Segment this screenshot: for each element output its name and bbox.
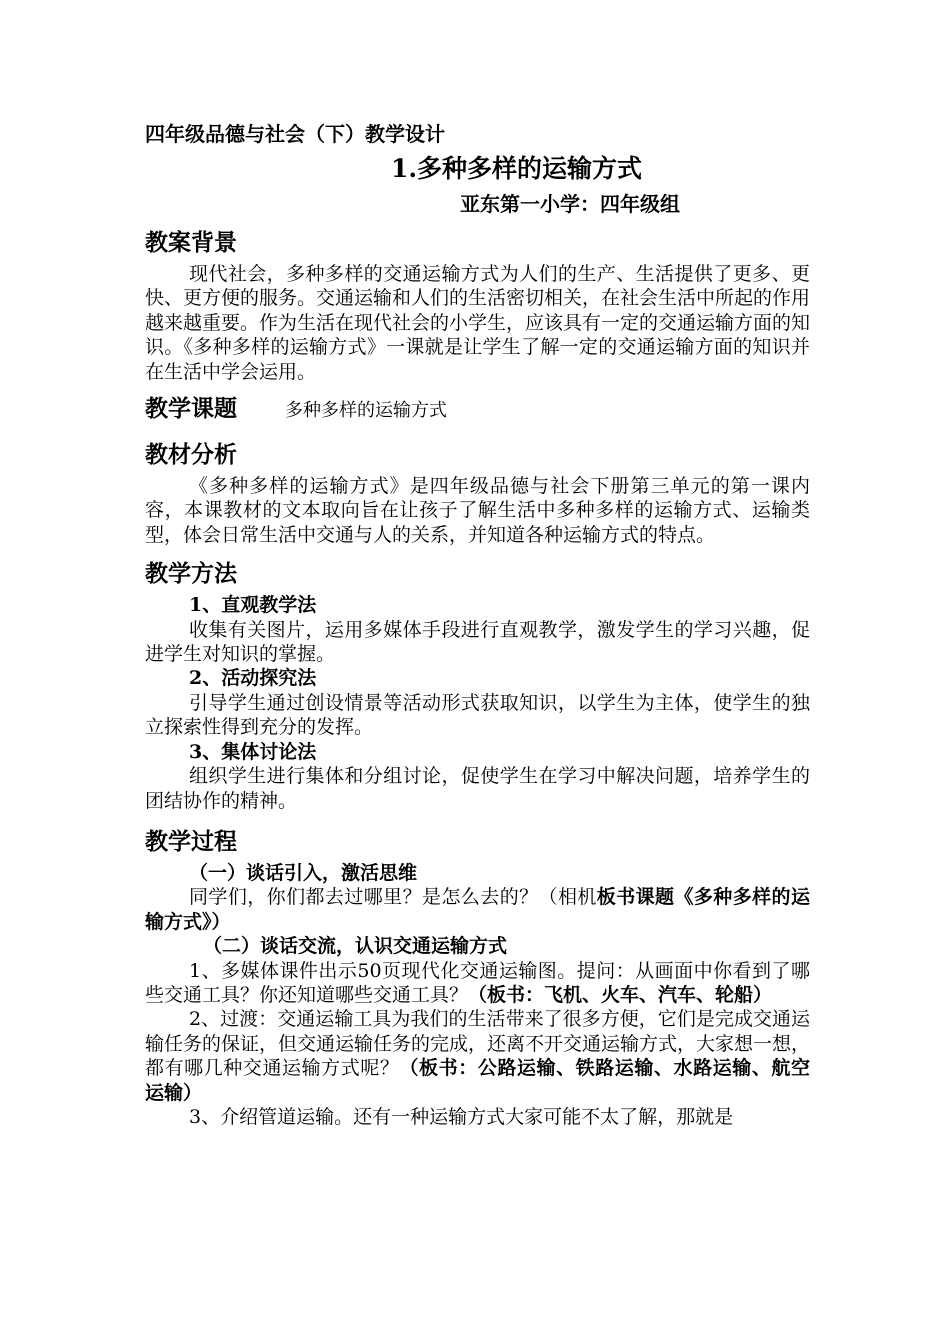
document-author: 亚东第一小学：四年级组	[460, 192, 680, 216]
process-step2-paragraph	[145, 1007, 810, 1105]
process-part1-board-note: 板书课题《多种多样的运输方式》）	[145, 886, 810, 933]
analysis-paragraph: 《多种多样的运输方式》是四年级品德与社会下册第三单元的第一课内容，本课教材的文本取向旨在让孩子了解生活中多种多样的运输方式、运输类型，体会日常生活中交通与人的关系，并知道各种运输方式的特点。	[145, 475, 810, 546]
method-description: 引导学生通过创设情景等活动形式获取知识，以学生为主体，使学生的独立探索性得到充分的发挥。	[145, 691, 810, 739]
section-heading-topic	[145, 392, 810, 428]
process-step2-board-note: （板书：公路运输、铁路运输、水路运输、航空运输）	[145, 1057, 810, 1104]
document-page	[145, 118, 810, 1129]
method-title: 3、集体讨论法	[189, 740, 317, 763]
topic-value: 多种多样的运输方式	[285, 400, 447, 422]
section-heading-background: 教案背景	[145, 229, 237, 256]
section-heading-analysis: 教材分析	[145, 441, 237, 469]
background-paragraph: 现代社会，多种多样的交通运输方式为人们的生产、生活提供了更多、更快、更方便的服务。交通运输和人们的生活密切相关，在社会生活中所起的作用越来越重要。作为生活在现代社会的小学生，应该具有一定的交通运输方面的知识。《多种多样的运输方式》一课就是让学生了解一定的交通运输方面的知识并在生活中学会运用。	[145, 263, 811, 383]
method-title: 2、活动探究法	[189, 667, 317, 690]
method-title: 1、直观教学法	[189, 594, 317, 617]
process-part1-paragraph	[145, 885, 810, 934]
topic-label: 教学课题	[145, 395, 237, 423]
process-step1-paragraph	[145, 959, 810, 1008]
process-part2-title: （二）谈话交流，认识交通运输方式	[203, 935, 508, 958]
document-header: 四年级品德与社会（下）教学设计	[145, 122, 445, 146]
process-part1-text: 同学们，你们都去过哪里？是怎么去的？（相机	[189, 886, 597, 909]
method-description: 组织学生进行集体和分组讨论，促使学生在学习中解决问题，培养学生的团结协作的精神。	[145, 765, 810, 812]
section-heading-process: 教学过程	[145, 827, 237, 855]
process-step1-text: 1、多媒体课件出示50页现代化交通运输图。提问：从画面中你看到了哪些交通工具？你还知道哪些交通工具？	[145, 959, 810, 1006]
process-part1-title: （一）谈话引入，激活思维	[189, 861, 418, 884]
document-title: 1.多种多样的运输方式	[390, 154, 643, 183]
method-description: 收集有关图片，运用多媒体手段进行直观教学，激发学生的学习兴趣，促进学生对知识的掌握。	[145, 618, 810, 666]
section-heading-methods: 教学方法	[145, 560, 237, 588]
process-step3-paragraph: 3、介绍管道运输。还有一种运输方式大家可能不太了解，那就是	[189, 1105, 734, 1128]
process-step1-board-note: （板书：飞机、火车、汽车、轮船）	[468, 983, 773, 1006]
process-step2-text: 2、过渡：交通运输工具为我们的生活带来了很多方便，它们是完成交通运输任务的保证，但交通运输任务的完成，还离不开交通运输方式，大家想一想，都有哪几种交通运输方式呢？	[145, 1008, 811, 1080]
